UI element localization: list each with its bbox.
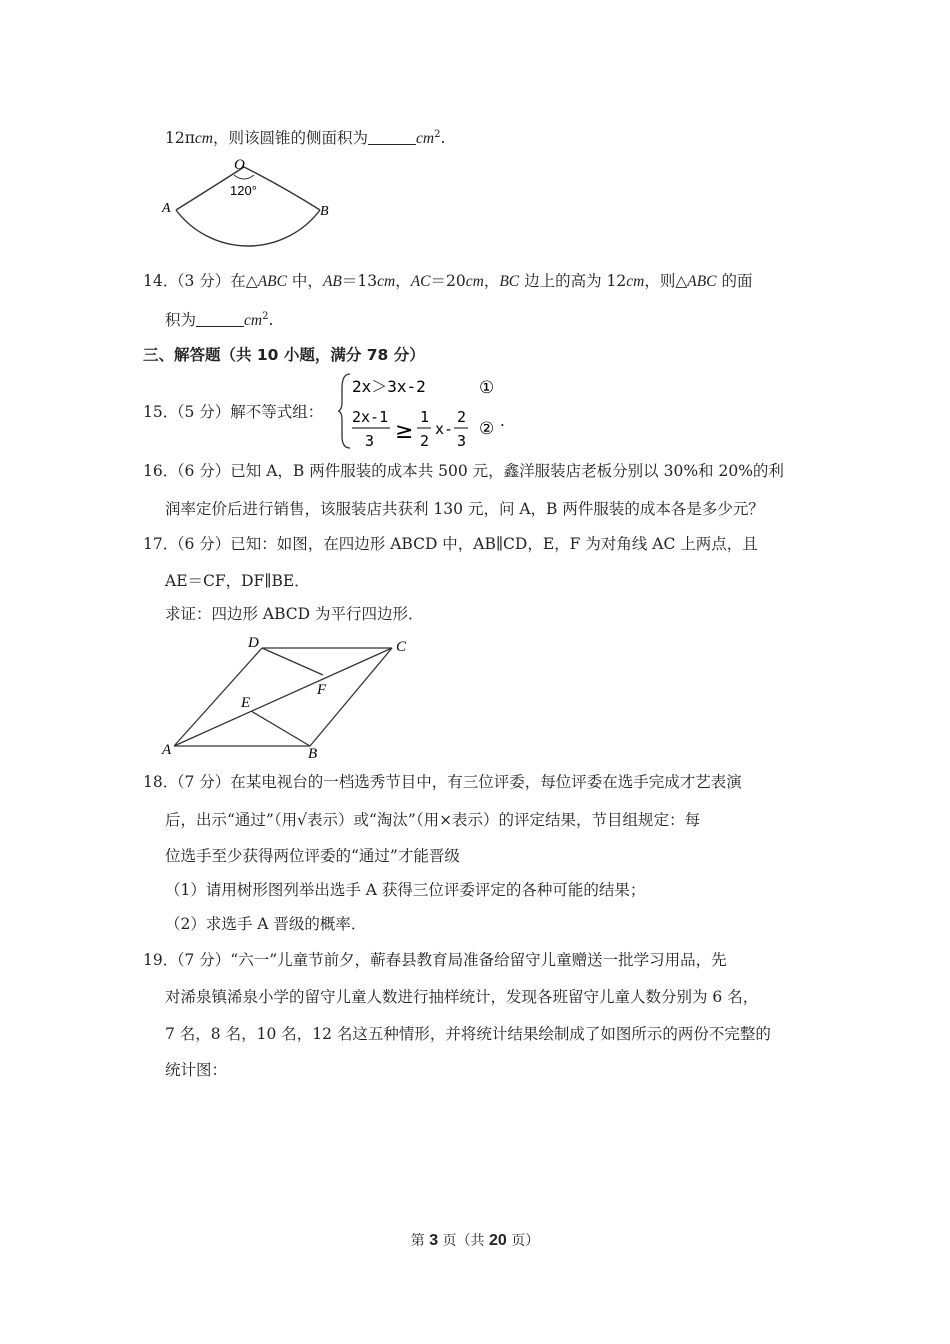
point-A-label: A [162, 201, 171, 216]
q17-line2: AE＝CF，DF∥BE． [165, 572, 310, 590]
q15-number: 15． [143, 403, 179, 421]
q14-answer-blank[interactable] [196, 312, 244, 327]
q14-number: 14． [143, 272, 179, 290]
q18-line3: 位选手至少获得两位评委的“通过”才能晋级 [165, 847, 460, 865]
circled-1: ① [479, 378, 495, 398]
q14-unit: cm [626, 273, 645, 290]
q14-text: ， [395, 272, 411, 290]
q14-text: ＝20 [430, 272, 466, 290]
geq-sign: ≥ [395, 419, 414, 444]
q16-number: 16． [143, 462, 179, 480]
q15-line [143, 402, 323, 422]
point-B-label: B [308, 746, 318, 762]
q13-answer-blank[interactable] [368, 130, 416, 145]
inequality-1: 2x＞3x-2 [352, 377, 426, 396]
q17-line1 [143, 534, 758, 554]
point-O-label: O [234, 157, 245, 173]
q18-line1 [143, 772, 742, 792]
q13-unit2: cm [416, 130, 435, 147]
q14-unit: cm [244, 312, 263, 329]
q13-sup: 2 [434, 128, 441, 140]
q14-text: ，则△ [644, 272, 688, 290]
q14-sup: 2 [262, 310, 269, 322]
q17-parallelogram-figure [160, 632, 420, 762]
q19-line1 [143, 950, 727, 970]
q18-subq1: （1）请用树形图列举出选手 A 获得三位评委评定的各种可能的结果； [165, 881, 646, 899]
q14-line2 [165, 310, 273, 331]
current-page-number: 3 [429, 1232, 439, 1249]
q14-ac: AC [410, 273, 431, 290]
q15-inequality-system [338, 370, 513, 452]
sector-arc [176, 210, 320, 246]
section-heading: 三、解答题（共 10 小题，满分 78 分） [143, 346, 425, 364]
q19-line2: 对浠泉镇浠泉小学的留守儿童人数进行抽样统计，发现各班留守儿童人数分别为 6 名， [165, 988, 759, 1006]
point-F-label: F [317, 682, 327, 698]
frac1-numerator: 2x-1 [352, 408, 389, 426]
frac3-denominator: 3 [457, 432, 467, 450]
footer-text: 第 [410, 1233, 430, 1249]
segment-DF [262, 648, 323, 675]
q15-text: （5 分）解不等式组： [169, 403, 324, 421]
q14-line1 [143, 271, 752, 292]
point-D-label: D [248, 635, 259, 651]
x-minus: x- [435, 420, 454, 438]
point-E-label: E [241, 695, 251, 711]
q13-unit: cm [194, 130, 213, 147]
frac3-numerator: 2 [457, 408, 467, 426]
q18-number: 18． [143, 773, 179, 791]
q19-line3: 7 名，8 名，10 名，12 名这五种情形，并将统计结果绘制成了如图所示的两份不完整的 [165, 1025, 771, 1043]
q18-line2: 后，出示“通过”（用√表示）或“淘汰”（用×表示）的评定结果，节目组规定：每 [165, 811, 701, 829]
footer-text: 页） [506, 1233, 540, 1249]
q18-text: （7 分）在某电视台的一档选秀节目中，有三位评委，每位评委在选手完成才艺表演 [169, 773, 742, 791]
q14-text: 边上的高为 12 [519, 272, 627, 290]
q14-text: 的面 [716, 272, 753, 290]
frac2-numerator: 1 [420, 408, 430, 426]
q14-text: ＝13 [341, 272, 378, 290]
point-A-label: A [162, 742, 172, 758]
q18-subq2: （2）求选手 A 晋级的概率． [165, 915, 367, 933]
q13-sector-figure [160, 155, 340, 260]
angle-label: 120° [230, 183, 257, 198]
diagonal-AC [174, 648, 392, 746]
frac2-denominator: 2 [420, 432, 430, 450]
q14-text: 积为 [165, 311, 197, 329]
q17-number: 17． [143, 535, 179, 553]
q16-text: （6 分）已知 A，B 两件服装的成本共 500 元，鑫洋服装店老板分别以 30%和 20%的利 [169, 462, 784, 480]
q14-text: （3 分）在△ [169, 272, 258, 290]
system-brace [338, 374, 350, 448]
q14-abc: ABC [257, 273, 287, 290]
point-B-label: B [320, 204, 329, 219]
q16-line1 [143, 461, 784, 481]
q14-text: 中， [287, 272, 323, 290]
q13-text: ，则该圆锥的侧面积为 [213, 129, 369, 147]
q13-line [165, 128, 445, 149]
circled-2: ② [479, 419, 495, 439]
q16-line2: 润率定价后进行销售，该服装店共获利 130 元，问 A，B 两件服装的成本各是多少元？ [165, 500, 764, 518]
q14-bc: BC [499, 273, 520, 290]
q19-number: 19． [143, 951, 179, 969]
q14-end: . [268, 311, 274, 329]
q14-ab: AB [322, 273, 342, 290]
q14-abc: ABC [687, 273, 717, 290]
point-C-label: C [396, 639, 407, 655]
q14-text: ， [483, 272, 500, 290]
angle-mark [234, 175, 254, 179]
page-footer [0, 1230, 950, 1250]
q17-line3: 求证：四边形 ABCD 为平行四边形． [165, 605, 424, 623]
q14-unit: cm [465, 273, 484, 290]
system-end-dot: . [500, 412, 505, 430]
q13-end: . [440, 129, 446, 147]
segment-BE [251, 711, 310, 746]
q14-unit: cm [377, 273, 396, 290]
q19-line4: 统计图： [165, 1061, 228, 1079]
q17-text: （6 分）已知：如图，在四边形 ABCD 中，AB∥CD，E，F 为对角线 AC 上两点，且 [169, 535, 758, 553]
total-page-count: 20 [489, 1232, 507, 1249]
frac1-denominator: 3 [365, 432, 375, 450]
q13-pi-text: 12π [165, 129, 195, 147]
footer-text: 页（共 [438, 1233, 489, 1249]
q19-text: （7 分）“六一”儿童节前夕，蕲春县教育局准备给留守儿童赠送一批学习用品，先 [169, 951, 727, 969]
